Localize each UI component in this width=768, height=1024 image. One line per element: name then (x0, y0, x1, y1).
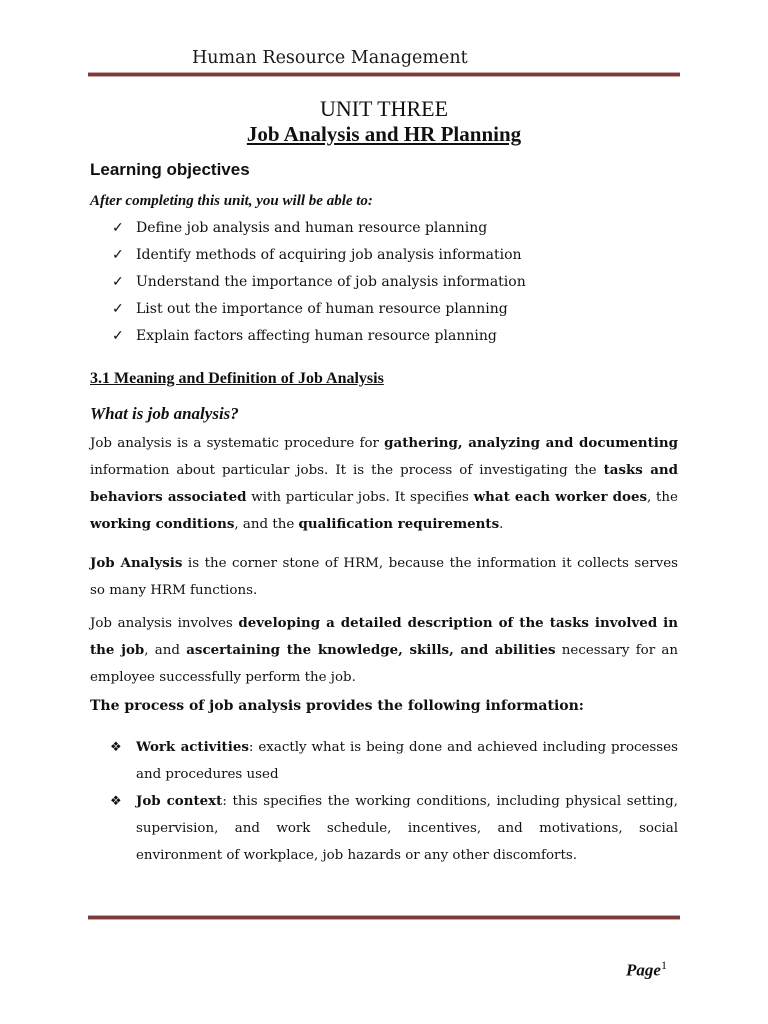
check-icon: ✓ (112, 328, 124, 344)
running-header: Human Resource Management (192, 48, 468, 68)
check-icon: ✓ (112, 274, 124, 290)
bullet-item (110, 734, 678, 788)
objective-text: List out the importance of human resource planning (136, 301, 508, 317)
footer-rule (88, 915, 680, 920)
bullet-term: Work activities (136, 739, 249, 755)
process-heading: The process of job analysis provides the following information: (90, 698, 584, 714)
paragraph-definition: Job analysis is a systematic procedure for gathering, analyzing and documenting information about particular jobs. It is the process of investigating the tasks and behaviors associated with particular jobs. It specifies what each worker does, the working conditions, and the qualification requirements. (90, 435, 678, 532)
objective-item (112, 247, 522, 263)
page-number (626, 958, 667, 981)
learning-objectives-heading: Learning objectives (90, 160, 250, 179)
bullet-text: : this specifies the working conditions, including physical setting, supervision, and work schedule, incentives, and motivations, social environment of workplace, job hazards or any other discomforts. (136, 794, 678, 863)
section-heading: 3.1 Meaning and Definition of Job Analysis (90, 370, 384, 387)
diamond-bullet-icon: ❖ (110, 740, 122, 755)
bullet-text: : exactly what is being done and achieved including processes and procedures used (136, 740, 678, 782)
paragraph-involves: Job analysis involves developing a detailed description of the tasks involved in the job, and ascertaining the knowledge, skills, and abilities necessary for an employee successfully perform the job. (90, 615, 679, 685)
bullet-term: Job context (136, 793, 223, 809)
unit-subtitle (0, 122, 768, 147)
check-icon: ✓ (112, 301, 124, 317)
objective-text: Define job analysis and human resource planning (136, 220, 488, 236)
objective-text: Understand the importance of job analysis information (136, 274, 526, 290)
unit-subtitle-text: Job Analysis and HR Planning (246, 122, 522, 146)
header-rule (88, 72, 680, 77)
objective-item (112, 220, 487, 236)
paragraph-cornerstone: Job Analysis is the corner stone of HRM, because the information it collects serves so many HRM functions. (90, 555, 678, 598)
objective-item (112, 301, 508, 317)
section-question: What is job analysis? (90, 404, 239, 423)
diamond-bullet-icon: ❖ (110, 794, 122, 809)
check-icon: ✓ (112, 247, 124, 263)
page-number-value: 1 (660, 958, 667, 972)
page-label: Page (626, 960, 661, 980)
objective-text: Identify methods of acquiring job analysis information (136, 247, 522, 263)
objective-text: Explain factors affecting human resource planning (136, 328, 497, 344)
check-icon: ✓ (112, 220, 124, 236)
bullet-item (110, 788, 678, 869)
objectives-intro: After completing this unit, you will be able to: (90, 193, 373, 209)
unit-title: UNIT THREE (319, 96, 449, 121)
objective-item (112, 328, 497, 344)
objective-item (112, 274, 526, 290)
